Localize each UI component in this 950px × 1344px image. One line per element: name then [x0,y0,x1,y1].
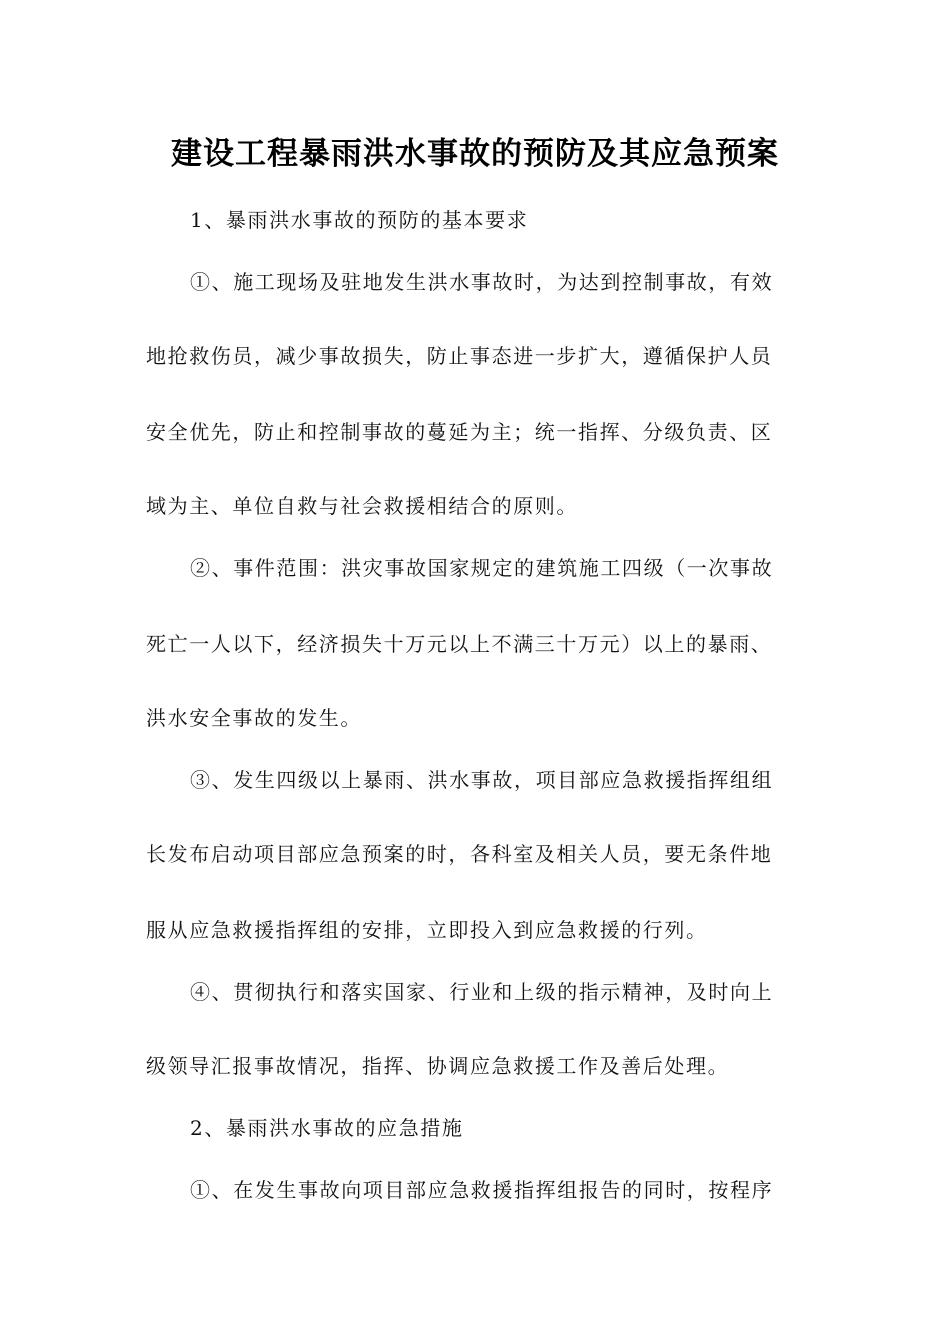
document-title: 建设工程暴雨洪水事故的预防及其应急预案 [171,136,779,172]
paragraph-line: 服从应急救援指挥组的安排，立即投入到应急救援的行列。 [146,918,708,942]
paragraph-line: ①、施工现场及驻地发生洪水事故时，为达到控制事故，有效 [190,270,774,294]
section-heading-1: 1、暴雨洪水事故的预防的基本要求 [190,208,529,232]
section-heading-2: 2、暴雨洪水事故的应急措施 [190,1116,464,1140]
paragraph-line: ③、发生四级以上暴雨、洪水事故，项目部应急救援指挥组组 [190,768,774,792]
paragraph-line: ①、在发生事故向项目部应急救援指挥组报告的同时，按程序 [190,1178,774,1202]
paragraph-line: ④、贯彻执行和落实国家、行业和上级的指示精神，及时向上 [190,980,774,1004]
paragraph-line: 长发布启动项目部应急预案的时，各科室及相关人员，要无条件地 [146,842,773,866]
paragraph-line: 域为主、单位自救与社会救援相结合的原则。 [146,494,578,518]
paragraph-line: 地抢救伤员，减少事故损失，防止事态进一步扩大，遵循保护人员 [146,344,773,368]
paragraph-line: 死亡一人以下，经济损失十万元以上不满三十万元）以上的暴雨、 [146,632,773,656]
paragraph-line: 洪水安全事故的发生。 [146,706,362,730]
paragraph-line: 级领导汇报事故情况，指挥、协调应急救援工作及善后处理。 [146,1054,730,1078]
paragraph-line: ②、事件范围：洪灾事故国家规定的建筑施工四级（一次事故 [190,556,774,580]
paragraph-line: 安全优先，防止和控制事故的蔓延为主；统一指挥、分级负责、区 [146,420,773,444]
